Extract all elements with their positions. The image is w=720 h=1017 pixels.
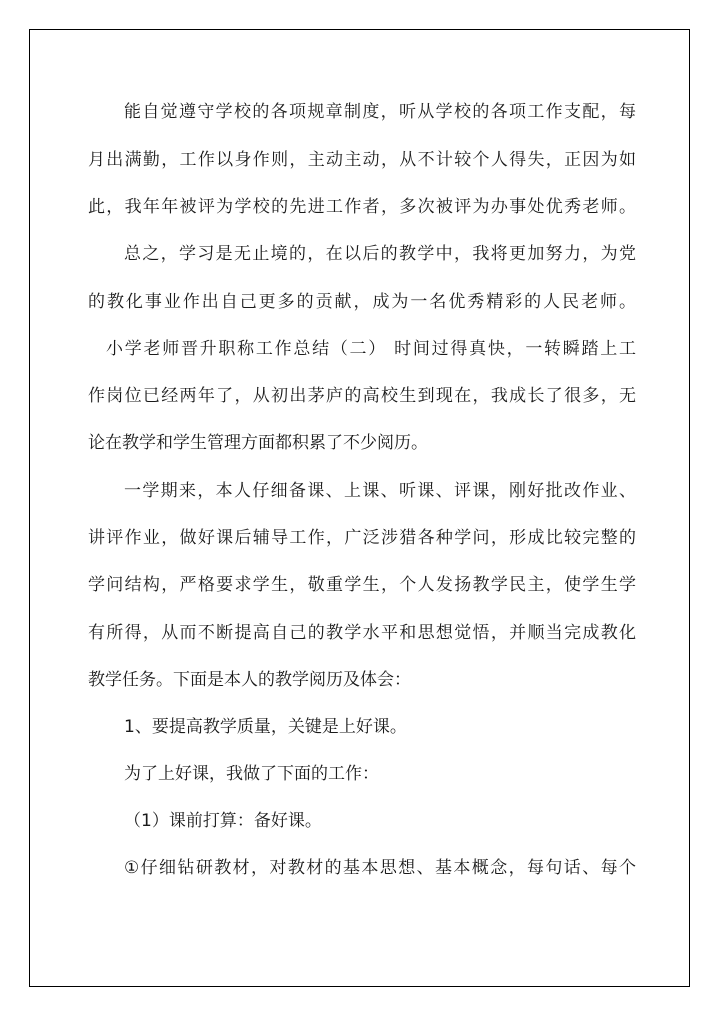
text-line: 有所得，从而不断提高自己的教学水平和思想觉悟，并顺当完成教化 [88, 623, 636, 643]
text-line: ①仔细钻研教材，对教材的基本思想、基本概念，每句话、每个 [124, 858, 636, 878]
text-line: 的教化事业作出自己更多的贡献，成为一名优秀精彩的人民老师。 [88, 292, 636, 312]
text-line: 讲评作业，做好课后辅导工作，广泛涉猎各种学问，形成比较完整的 [88, 528, 636, 548]
text-line: 学问结构，严格要求学生，敬重学生，个人发扬教学民主，使学生学 [88, 575, 636, 595]
text-line: 小学老师晋升职称工作总结（二） 时间过得真快，一转瞬踏上工 [106, 339, 636, 359]
text-line: （1）课前打算：备好课。 [124, 811, 322, 831]
text-line: 一学期来，本人仔细备课、上课、听课、评课，刚好批改作业、 [124, 481, 636, 501]
text-line: 作岗位已经两年了，从初出茅庐的高校生到现在，我成长了很多，无 [88, 386, 636, 406]
text-line: 总之，学习是无止境的，在以后的教学中，我将更加努力，为党 [124, 244, 636, 264]
text-line: 此，我年年被评为学校的先进工作者，多次被评为办事处优秀老师。 [88, 197, 636, 217]
text-line: 教学任务。下面是本人的教学阅历及体会： [88, 670, 411, 690]
text-line: 论在教学和学生管理方面都积累了不少阅历。 [88, 433, 428, 453]
text-line: 月出满勤，工作以身作则，主动主动，从不计较个人得失，正因为如 [88, 150, 636, 170]
page-border [29, 29, 690, 987]
text-line: 能自觉遵守学校的各项规章制度，听从学校的各项工作支配，每 [124, 102, 636, 122]
text-line: 1、要提高教学质量，关键是上好课。 [124, 717, 407, 737]
text-line: 为了上好课，我做了下面的工作： [124, 764, 379, 784]
